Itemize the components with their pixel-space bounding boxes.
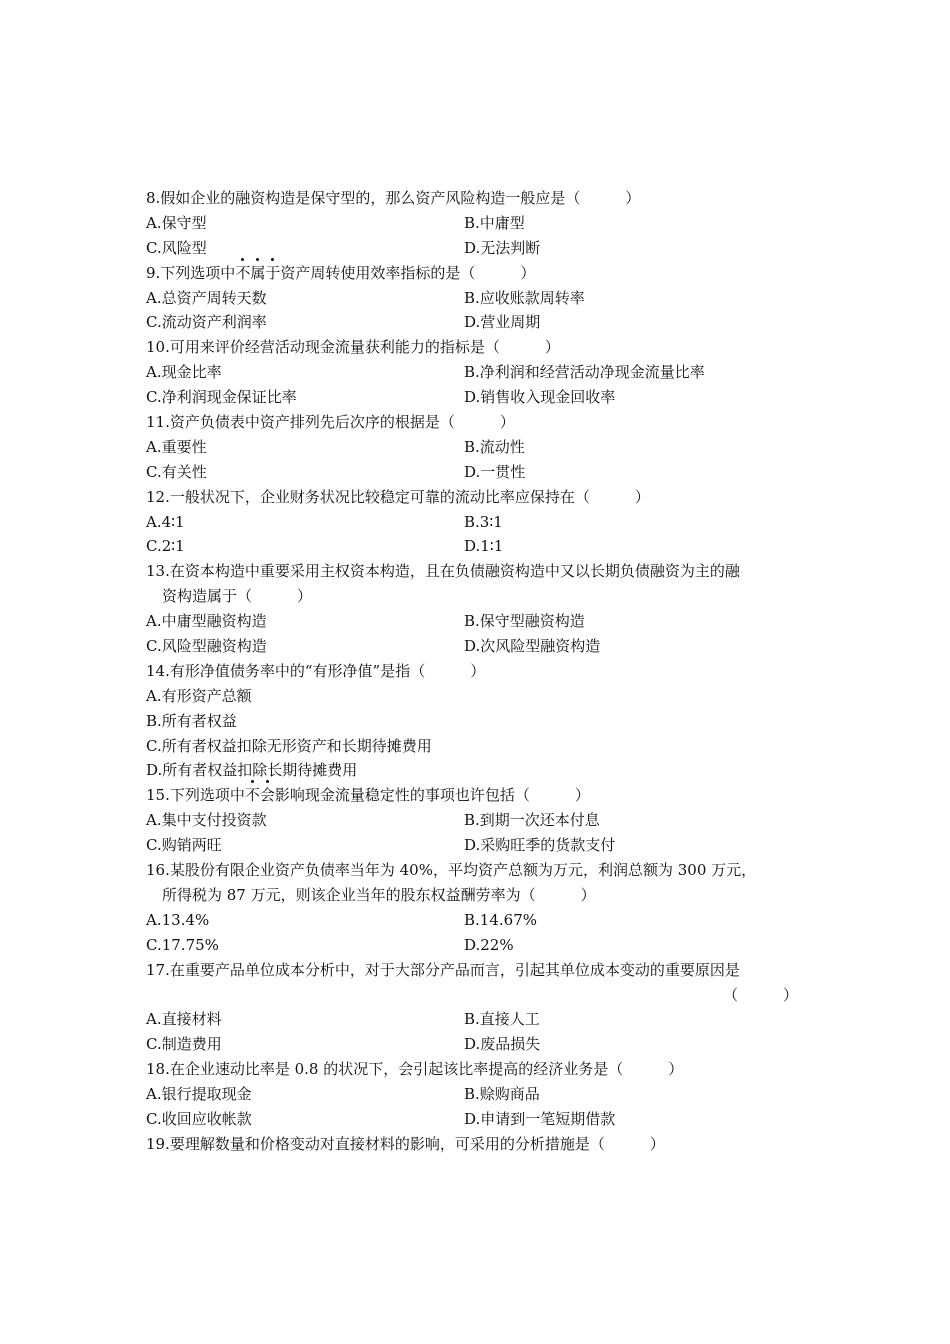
question-11-options — [146, 460, 806, 485]
option-c: C.购销两旺 — [146, 836, 222, 855]
option-d: D.次风险型融资构造 — [464, 637, 601, 656]
question-14-option-b-row — [146, 709, 806, 734]
question-14-option-a-row — [146, 684, 806, 709]
option-c: C.净利润现金保证比率 — [146, 388, 297, 407]
option-a: A.重要性 — [146, 437, 207, 456]
option-a: A.保守型 — [146, 213, 207, 232]
question-12-stem: 12.一般状况下，企业财务状况比较稳定可靠的流动比率应保持在（ ） — [146, 487, 650, 506]
question-14-stem: 14.有形净值债务率中的“有形净值”是指（ ） — [146, 661, 486, 680]
option-b: B.中庸型 — [464, 213, 525, 232]
question-12-options — [146, 534, 806, 559]
question-10-options — [146, 360, 806, 385]
option-c: C.2∶1 — [146, 537, 185, 556]
option-a: A.集中支付投资款 — [146, 811, 267, 830]
option-d: D.所有者权益扣除长期待摊费用 — [146, 761, 358, 780]
question-10-options — [146, 385, 806, 410]
emphasis-dot — [251, 780, 254, 783]
question-8-stem: 8.假如企业的融资构造是保守型的，那么资产风险构造一般应是（ ） — [146, 189, 641, 207]
question-list — [146, 186, 806, 1157]
question-13-stem-continued: 资构造属于（ ） — [162, 587, 313, 606]
option-a: A.4∶1 — [146, 512, 185, 531]
option-a: A.中庸型融资构造 — [146, 612, 267, 631]
option-d: D.22% — [464, 935, 514, 954]
option-a: A.现金比率 — [146, 363, 222, 382]
question-14-option-d-row — [146, 758, 806, 783]
stem-prefix: 9.下列选项中 — [146, 263, 236, 282]
question-15-stem — [146, 783, 806, 808]
option-d: D.废品损失 — [464, 1035, 541, 1054]
emphasis-text — [245, 786, 275, 804]
option-a: A.13.4% — [146, 910, 210, 929]
option-d: D.无法判断 — [464, 238, 541, 257]
question-19-stem: 19.要理解数量和价格变动对直接材料的影响，可采用的分析措施是（ ） — [146, 1134, 665, 1153]
question-13-stem: 13.在资本构造中重要采用主权资本构造，且在负债融资构造中又以长期负债融资为主的融 — [146, 562, 740, 581]
option-b: B.保守型融资构造 — [464, 612, 585, 631]
emphasis-dot — [256, 258, 259, 261]
option-c: C.有关性 — [146, 462, 207, 481]
emphasis-word: 不属于 — [235, 263, 281, 282]
option-b: B.应收账款周转率 — [464, 288, 585, 307]
option-d: D.1∶1 — [464, 537, 504, 556]
option-c: C.制造费用 — [146, 1035, 222, 1054]
option-a: A.银行提取现金 — [146, 1085, 252, 1104]
option-b: B.净利润和经营活动净现金流量比率 — [464, 363, 705, 382]
emphasis-dot — [271, 258, 274, 261]
option-d: D.采购旺季的货款支付 — [464, 836, 616, 855]
question-9-options — [146, 286, 806, 311]
option-b: B.3∶1 — [464, 512, 503, 531]
option-d: D.一贯性 — [464, 462, 526, 481]
question-11-stem: 11.资产负债表中资产排列先后次序的根据是（ ） — [146, 413, 515, 432]
option-c: C.17.75% — [146, 935, 219, 954]
question-16-stem-continued: 所得税为 87 万元，则该企业当年的股东权益酬劳率为（ ） — [162, 885, 596, 904]
option-c: C.流动资产利润率 — [146, 313, 267, 332]
question-17-answer-blank: （ ） — [722, 985, 798, 1004]
option-b: B.所有者权益 — [146, 711, 237, 730]
stem-suffix: 影响现金流量稳定性的事项也许包括（ ） — [274, 786, 590, 805]
emphasis-word: 不会 — [244, 786, 275, 805]
option-c: C.所有者权益扣除无形资产和长期待摊费用 — [146, 736, 432, 755]
question-18-stem: 18.在企业速动比率是 0.8 的状况下，会引起该比率提高的经济业务是（ ） — [146, 1060, 684, 1079]
question-9-stem — [146, 261, 806, 286]
question-14-option-c-row — [146, 734, 806, 759]
option-d: D.申请到一笔短期借款 — [464, 1109, 616, 1128]
question-13-options — [146, 634, 806, 659]
option-b: B.到期一次还本付息 — [464, 811, 600, 830]
question-11-options — [146, 435, 806, 460]
question-9-options — [146, 310, 806, 335]
option-c: C.风险型融资构造 — [146, 637, 267, 656]
question-17-options — [146, 1032, 806, 1057]
option-a: A.直接材料 — [146, 1010, 222, 1029]
option-b: B.赊购商品 — [464, 1085, 540, 1104]
question-16-stem: 16.某股份有限企业资产负债率当年为 40%，平均资产总额为万元，利润总额为 300 万元， — [146, 861, 757, 880]
emphasis-dot — [241, 258, 244, 261]
question-13-options — [146, 609, 806, 634]
option-b: B.流动性 — [464, 437, 525, 456]
question-18-options — [146, 1107, 806, 1132]
question-12-options — [146, 510, 806, 535]
option-a: A.总资产周转天数 — [146, 288, 267, 307]
emphasis-text — [235, 264, 280, 282]
question-16-options — [146, 933, 806, 958]
option-c: C.收回应收帐款 — [146, 1109, 252, 1128]
question-15-options — [146, 833, 806, 858]
question-16-options — [146, 908, 806, 933]
option-d: D.营业周期 — [464, 313, 541, 332]
emphasis-dot — [266, 780, 269, 783]
question-18-options — [146, 1082, 806, 1107]
question-8-options — [146, 211, 806, 236]
option-c: C.风险型 — [146, 238, 207, 257]
question-8-options — [146, 236, 806, 261]
option-b: B.14.67% — [464, 910, 537, 929]
stem-suffix: 资产周转使用效率指标的是（ ） — [280, 263, 536, 282]
option-a: A.有形资产总额 — [146, 686, 252, 705]
question-10-stem: 10.可用来评价经营活动现金流量获利能力的指标是（ ） — [146, 338, 560, 357]
question-15-options — [146, 808, 806, 833]
option-d: D.销售收入现金回收率 — [464, 388, 616, 407]
stem-prefix: 15.下列选项中 — [146, 786, 245, 805]
option-b: B.直接人工 — [464, 1010, 540, 1029]
question-17-options — [146, 1007, 806, 1032]
question-17-stem: 17.在重要产品单位成本分析中，对于大部分产品而言，引起其单位成本变动的重要原因是 — [146, 960, 740, 979]
